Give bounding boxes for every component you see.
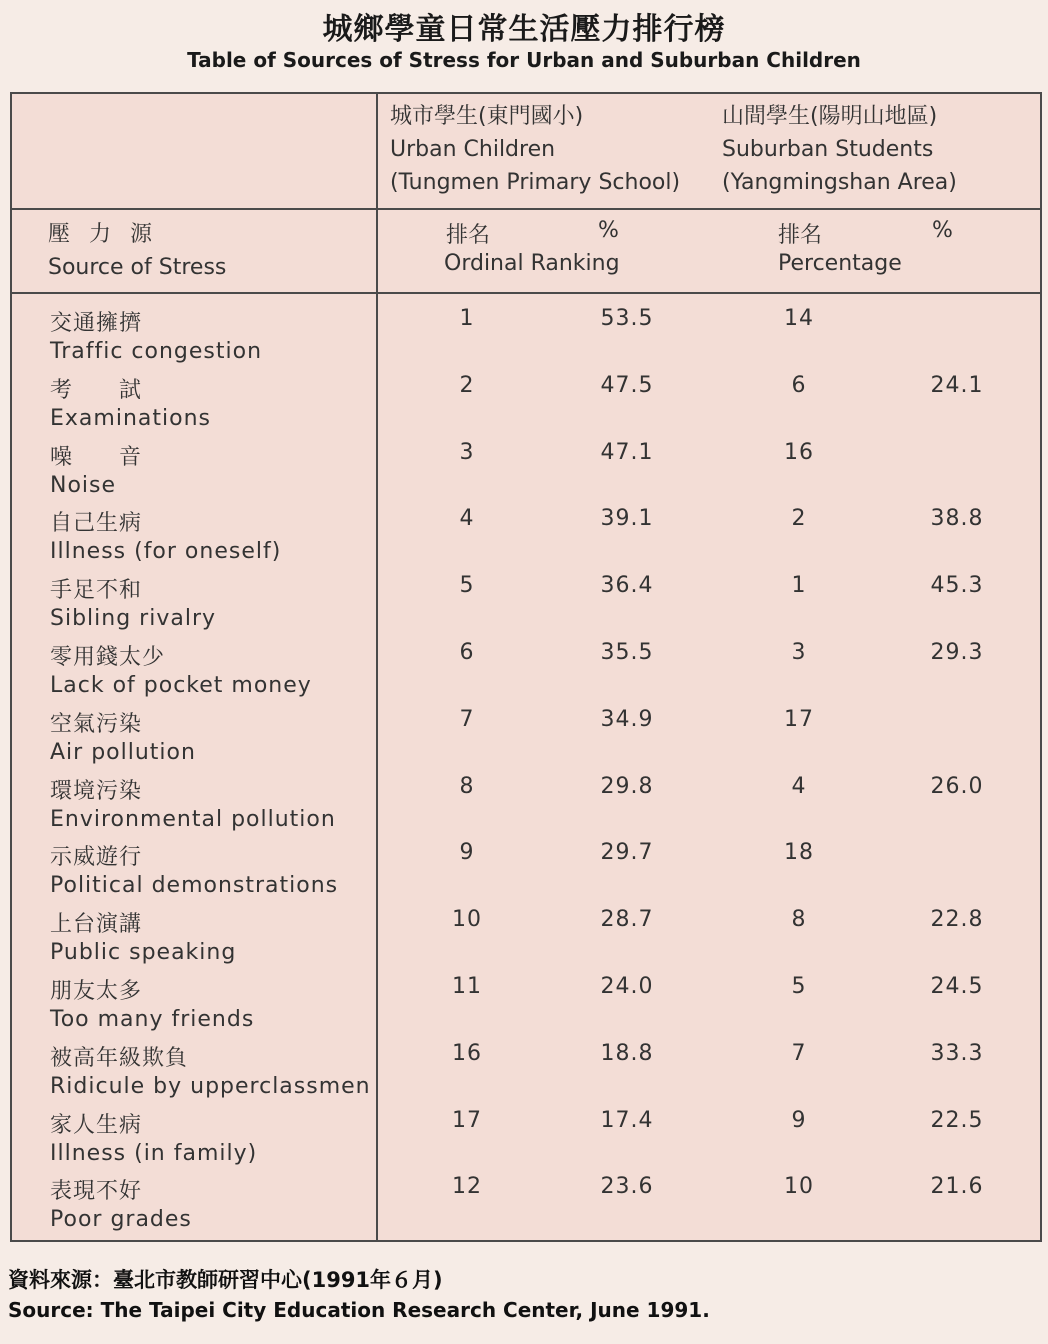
source-zh: 空氣污染 bbox=[50, 711, 143, 737]
urban-rank: 8 bbox=[459, 773, 475, 799]
urban-pct: 17.4 bbox=[600, 1107, 654, 1133]
urban-rank: 4 bbox=[459, 506, 475, 532]
suburban-header-en: Suburban Students bbox=[722, 137, 934, 162]
stress-table bbox=[10, 92, 1042, 1242]
urban-pct: 35.5 bbox=[600, 640, 654, 665]
page-title-english: Table of Sources of Stress for Urban and Suburban Children bbox=[187, 48, 861, 72]
source-note-zh: 資料來源：臺北市教師研習中心(1991年６月) bbox=[8, 1268, 443, 1292]
source-zh: 朋友太多 bbox=[50, 979, 143, 1004]
suburban-rank: 8 bbox=[791, 907, 807, 933]
suburban-pct: 22.5 bbox=[930, 1107, 984, 1133]
source-header-en: Source of Stress bbox=[48, 255, 227, 280]
urban-pct: 23.6 bbox=[600, 1174, 654, 1200]
rank-header-zh-2: 排名 bbox=[778, 223, 823, 248]
source-en: Ridicule by upperclassmen bbox=[50, 1073, 371, 1099]
urban-rank: 3 bbox=[459, 439, 475, 465]
suburban-rank: 17 bbox=[784, 706, 814, 732]
urban-rank: 17 bbox=[452, 1107, 482, 1133]
source-of-stress-header bbox=[48, 218, 226, 284]
column-divider bbox=[376, 94, 378, 1240]
source-en: Environmental pollution bbox=[50, 806, 336, 832]
suburban-rank: 5 bbox=[791, 974, 807, 999]
page-title-chinese: 城鄉學童日常生活壓力排行榜 bbox=[322, 12, 726, 47]
source-en: Public speaking bbox=[50, 940, 237, 966]
urban-rank: 1 bbox=[459, 306, 475, 331]
suburban-header-zh: 山間學生(陽明山地區) bbox=[722, 104, 938, 129]
urban-pct: 47.1 bbox=[600, 439, 654, 465]
source-zh: 自己生病 bbox=[50, 511, 143, 537]
source-zh: 表現不好 bbox=[50, 1179, 143, 1205]
urban-header bbox=[390, 100, 680, 199]
suburban-pct: 22.8 bbox=[930, 907, 984, 933]
urban-rank: 6 bbox=[459, 640, 475, 665]
urban-rank: 9 bbox=[459, 840, 475, 866]
source-header-zh: 壓 力 源 bbox=[48, 222, 158, 247]
suburban-pct: 29.3 bbox=[930, 640, 984, 665]
source-zh: 交通擁擠 bbox=[50, 311, 143, 336]
urban-header-school: (Tungmen Primary School) bbox=[390, 170, 681, 195]
urban-header-zh: 城市學生(東門國小) bbox=[390, 104, 584, 129]
suburban-rank: 3 bbox=[791, 640, 807, 665]
urban-pct: 47.5 bbox=[600, 372, 654, 398]
source-en: Air pollution bbox=[50, 739, 196, 765]
suburban-rank: 6 bbox=[791, 372, 807, 398]
source-zh: 噪 音 bbox=[50, 444, 143, 470]
suburban-rank: 9 bbox=[791, 1107, 807, 1133]
suburban-rank: 18 bbox=[784, 840, 814, 866]
urban-rank: 16 bbox=[452, 1040, 482, 1066]
suburban-pct: 26.0 bbox=[930, 773, 984, 799]
urban-pct: 24.0 bbox=[600, 974, 654, 999]
pct-header-symbol: % bbox=[598, 218, 619, 243]
suburban-pct: 45.3 bbox=[930, 573, 984, 599]
suburban-pct: 24.1 bbox=[930, 372, 984, 398]
source-en: Sibling rivalry bbox=[50, 606, 217, 632]
suburban-pct: 38.8 bbox=[930, 506, 984, 532]
source-en: Too many friends bbox=[50, 1007, 255, 1032]
suburban-rank: 14 bbox=[784, 306, 814, 331]
suburban-rank: 16 bbox=[784, 439, 814, 465]
source-en: Examinations bbox=[50, 405, 211, 431]
urban-rank: 12 bbox=[452, 1174, 482, 1200]
urban-rank: 2 bbox=[459, 372, 475, 398]
source-en: Poor grades bbox=[50, 1207, 192, 1233]
suburban-rank: 2 bbox=[791, 506, 807, 532]
source-en: Noise bbox=[50, 472, 117, 498]
urban-pct: 39.1 bbox=[600, 506, 654, 532]
pct-header-symbol-2: % bbox=[932, 218, 953, 243]
urban-rank: 5 bbox=[459, 573, 475, 599]
source-en: Illness (in family) bbox=[50, 1140, 258, 1166]
suburban-rank: 1 bbox=[791, 573, 807, 599]
suburban-rank: 7 bbox=[791, 1040, 807, 1066]
urban-pct: 29.8 bbox=[600, 773, 654, 799]
source-en: Traffic congestion bbox=[50, 339, 263, 364]
urban-header-en: Urban Children bbox=[390, 137, 556, 162]
source-note-en: Source: The Taipei City Education Research Center, June 1991. bbox=[8, 1298, 710, 1322]
source-zh: 上台演講 bbox=[50, 912, 143, 938]
source-zh: 手足不和 bbox=[50, 578, 143, 604]
suburban-pct: 24.5 bbox=[930, 974, 984, 999]
urban-pct: 34.9 bbox=[600, 706, 654, 732]
suburban-header-area: (Yangmingshan Area) bbox=[722, 170, 957, 195]
suburban-pct: 33.3 bbox=[930, 1040, 984, 1066]
suburban-header bbox=[722, 100, 957, 199]
source-zh: 家人生病 bbox=[50, 1112, 143, 1138]
pct-header-en: Percentage bbox=[778, 251, 902, 276]
suburban-rank: 4 bbox=[791, 773, 807, 799]
rank-header-zh: 排名 bbox=[446, 223, 491, 248]
urban-rank: 11 bbox=[452, 974, 482, 999]
source-zh: 被高年級欺負 bbox=[50, 1045, 189, 1071]
source-zh: 環境污染 bbox=[50, 778, 143, 804]
urban-pct: 29.7 bbox=[600, 840, 654, 866]
urban-rank: 7 bbox=[459, 706, 475, 732]
source-zh: 零用錢太少 bbox=[50, 645, 166, 670]
urban-pct: 28.7 bbox=[600, 907, 654, 933]
urban-pct: 18.8 bbox=[600, 1040, 654, 1066]
header-divider bbox=[12, 208, 1040, 210]
rank-header-en: Ordinal Ranking bbox=[444, 251, 620, 276]
source-en: Political demonstrations bbox=[50, 873, 339, 899]
source-en: Illness (for oneself) bbox=[50, 539, 282, 565]
urban-rank: 10 bbox=[452, 907, 482, 933]
subheader-divider bbox=[12, 292, 1040, 294]
urban-pct: 36.4 bbox=[600, 573, 654, 599]
suburban-rank: 10 bbox=[784, 1174, 814, 1200]
urban-pct: 53.5 bbox=[600, 306, 654, 331]
source-zh: 示威遊行 bbox=[50, 845, 143, 871]
source-zh: 考 試 bbox=[50, 377, 143, 403]
suburban-pct: 21.6 bbox=[930, 1174, 984, 1200]
source-en: Lack of pocket money bbox=[50, 673, 312, 698]
